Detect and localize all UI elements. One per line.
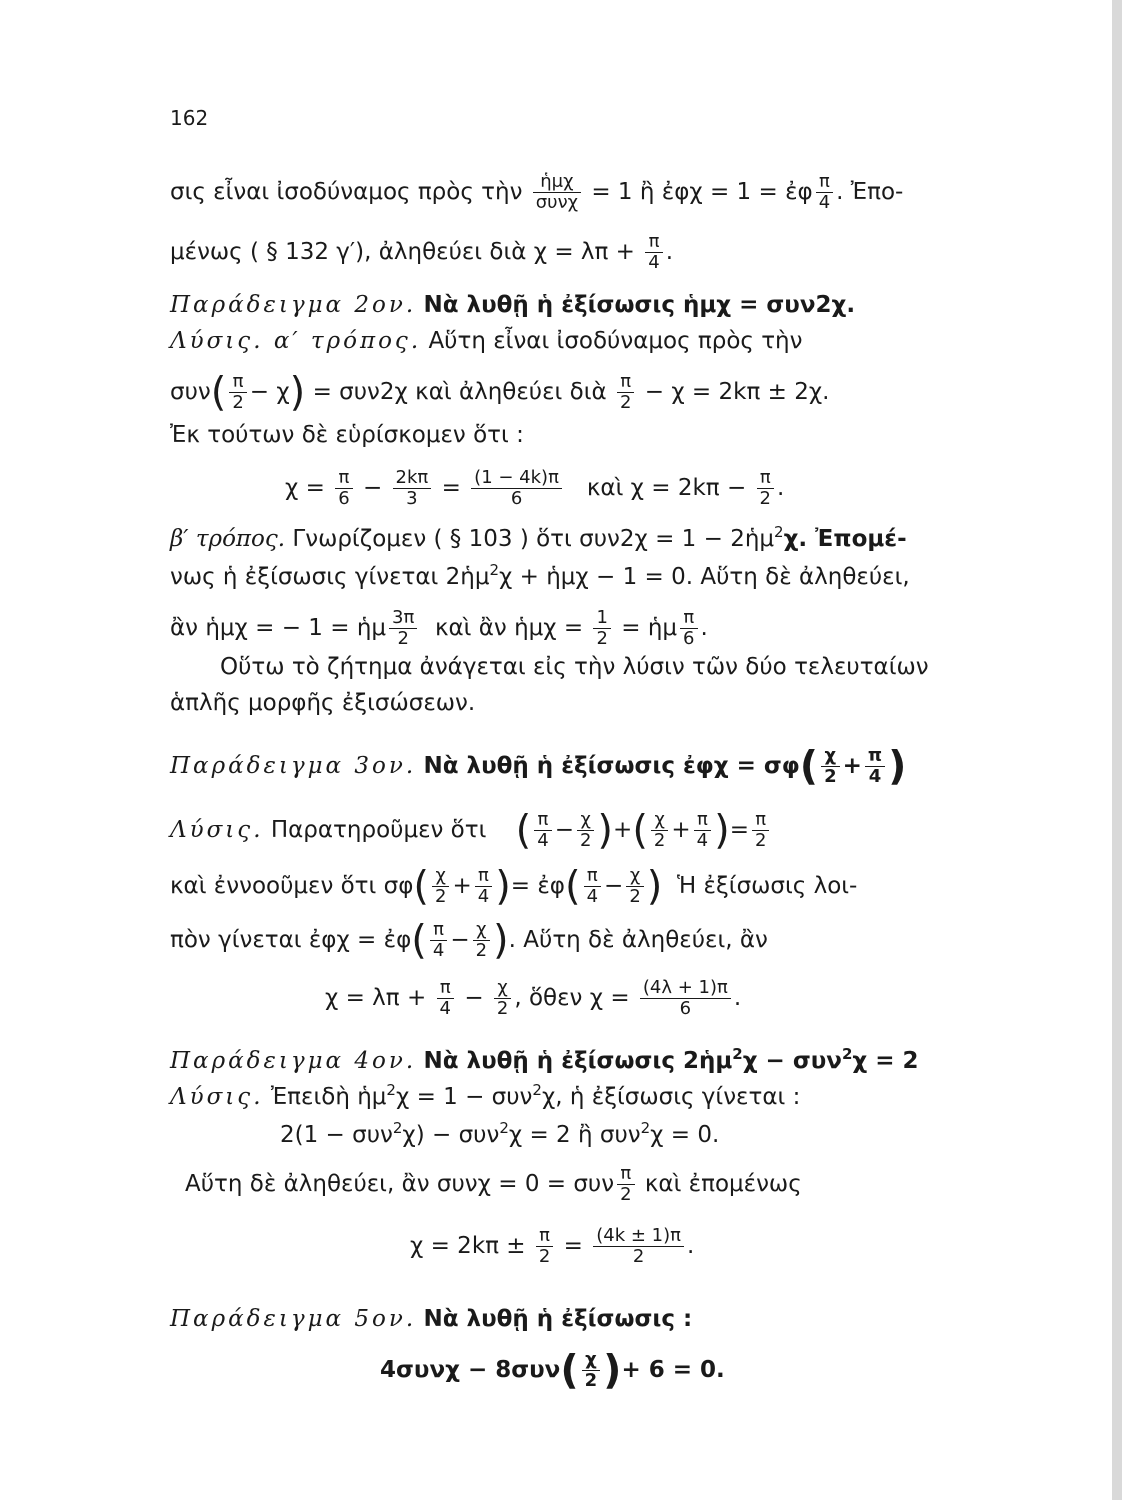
fraction: $\frac{\text{ἡμχ}}{\text{συνχ}}$ <box>533 172 581 213</box>
text: μένως ( § 132 γ′), ἀληθεύει διὰ χ = λπ + <box>170 239 635 265</box>
equation-2: χ = λπ + $\frac{\pi}{4}$ − $\frac{\chi}{2}$ , ὅθεν χ = $\frac{(4\lambda + 1)\pi}{6}$ . <box>325 977 742 1019</box>
example-5-heading <box>170 1304 1020 1334</box>
text-line-2 <box>170 232 1020 273</box>
example-title: Παράδειγμα 3ον. <box>170 753 417 779</box>
fraction: $\frac{\pi}{4}$ <box>816 172 833 213</box>
example-title: Παράδειγμα 4ον. <box>170 1048 417 1074</box>
text-line-11: ἁπλῆς μορφῆς ἐξισώσεων. <box>170 690 476 716</box>
text: σις εἶναι ἰσοδύναμος πρὸς τὴν <box>170 179 523 205</box>
example-statement: Νὰ λυθῇ ἡ ἐξίσωσις ἐφχ = σφ <box>423 753 800 779</box>
text: = 1 ἢ ἐφχ = 1 = ἐφ <box>591 179 813 205</box>
equation-5: 4συνχ − 8συν( $\frac{\chi}{2}$ )+ 6 = 0. <box>380 1347 725 1394</box>
example-3-heading: Παράδειγμα 3ον. Νὰ λυθῇ ἡ ἐξίσωσις ἐφχ = σφ( $\frac{\chi}{2}$ + $\frac{\pi}{4}$ ) <box>170 743 907 790</box>
example-statement: Νὰ λυθῇ ἡ ἐξίσωσις ἡμχ = συν2χ. <box>423 292 856 318</box>
text-line-3 <box>170 326 1020 356</box>
example-statement: Νὰ λυθῇ ἡ ἐξίσωσις 2ἡμ$^2$χ − συν$^2$χ = 2 <box>423 1045 919 1074</box>
text-line-13: Λύσις. Παρατηροῦμεν ὅτι ( $\frac{\pi}{4}$ − $\frac{\chi}{2}$ )+( $\frac{\chi}{2}$ + $\frac{\pi}{4}$ )= $\frac{\pi}{2}$ <box>170 810 1020 851</box>
fraction: $\frac{\pi}{4}$ <box>645 232 662 273</box>
text-line-18: Λύσις. Ἐπειδὴ ἡμ$^2$χ = 1 − συν$^2$χ, ἡ ἐξίσωσις γίνεται : <box>170 1081 801 1110</box>
example-title: Παράδειγμα 5ον. <box>170 1306 417 1332</box>
text-line-9: ἂν ἡμχ = − 1 = ἡμ $\frac{3\pi}{2}$ καὶ ἂν ἡμχ = $\frac{1}{2}$ = ἡμ $\frac{\pi}{6}$ . <box>170 607 708 649</box>
example-4-heading <box>170 1046 1020 1078</box>
text-line-14: καὶ ἐννοοῦμεν ὅτι σφ( $\frac{\chi}{2}$ + $\frac{\pi}{4}$ )= ἐφ( $\frac{\pi}{4}$ − $\frac{\chi}{2}$ ) Ἡ ἐξίσωσις λοι- <box>170 863 858 910</box>
text-line-1 <box>170 172 1020 213</box>
text-line-5: Ἐκ τούτων δὲ εὑρίσκομεν ὅτι : <box>170 422 524 448</box>
page-number: 162 <box>170 106 209 130</box>
solution-label: Λύσις. α′ τρόπος. <box>170 328 422 354</box>
text-line-20: Αὕτη δὲ ἀληθεύει, ἂν συνχ = 0 = συν $\frac{\pi}{2}$ καὶ ἐπομένως <box>185 1163 802 1205</box>
equation-3: 2(1 − συν$^2$χ) − συν$^2$χ = 2 ἢ συν$^2$χ = 0. <box>280 1119 720 1148</box>
text: Αὕτη εἶναι ἰσοδύναμος πρὸς τὴν <box>428 328 803 354</box>
example-title: Παράδειγμα 2ον. <box>170 292 417 318</box>
example-2-heading <box>170 290 1020 320</box>
text-line-4: συν( $\frac{\pi}{2}$ − χ) = συν2χ καὶ ἀληθεύει διὰ $\frac{\pi}{2}$ − χ = 2kπ ± 2χ. <box>170 369 830 416</box>
equation-4: χ = 2kπ ± $\frac{\pi}{2}$ = $\frac{(4k \pm 1)\pi}{2}$ . <box>410 1225 695 1267</box>
text-line-8: νως ἡ ἐξίσωσις γίνεται 2ἡμ$^2$χ + ἡμχ − 1 = 0. Αὕτη δὲ ἀληθεύει, <box>170 561 910 590</box>
example-statement: Νὰ λυθῇ ἡ ἐξίσωσις : <box>423 1306 693 1332</box>
text-line-15: πὸν γίνεται ἐφχ = ἐφ( $\frac{\pi}{4}$ − $\frac{\chi}{2}$ ). Αὕτη δὲ ἀληθεύει, ἂν <box>170 917 768 964</box>
text-line-10: Οὕτω τὸ ζήτημα ἀνάγεται εἰς τὴν λύσιν τῶν δύο τελευταίων <box>220 654 929 680</box>
text: . Ἐπο- <box>836 179 904 205</box>
page-edge <box>1112 0 1122 1500</box>
equation-1: χ = $\frac{\pi}{6}$ − $\frac{2k\pi}{3}$ = $\frac{(1 - 4k)\pi}{6}$ καὶ χ = 2kπ − $\frac{\pi}{2}$ . <box>285 467 785 509</box>
text: . <box>665 239 674 265</box>
text-line-7: β′ τρόπος. Γνωρίζομεν ( § 103 ) ὅτι συν2χ = 1 − 2ἡμ$^2$χ. Ἐπομέ- <box>170 523 907 552</box>
